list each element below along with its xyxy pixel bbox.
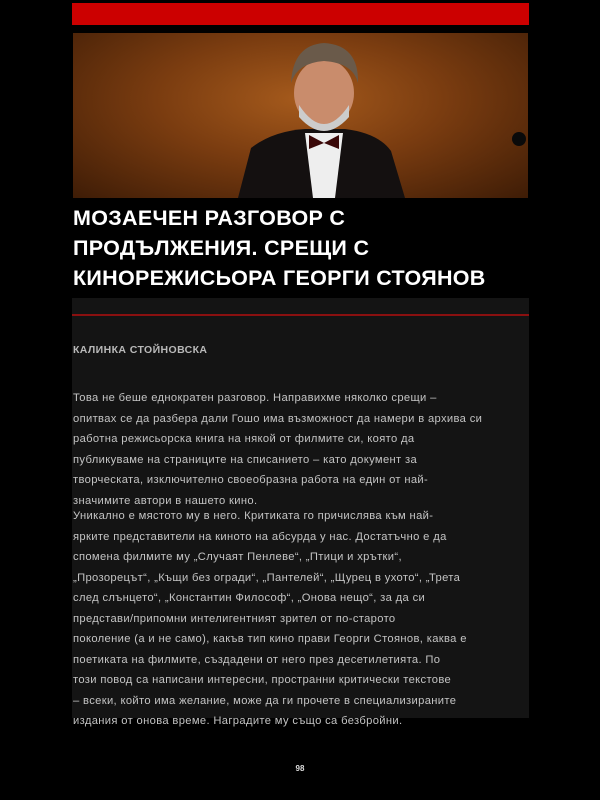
text-line: ярките представители на киното на абсурда у нас. Достатъчно е да	[73, 530, 447, 543]
page-number: 98	[295, 764, 305, 773]
text-line: този повод са написани интересни, пространни критически текстове	[73, 674, 452, 686]
portrait-illustration	[73, 33, 528, 198]
title-line: ПРОДЪЛЖЕНИЯ. СРЕЩИ С	[73, 236, 370, 260]
text-line: поколение (а и не само), какъв тип кино прави Георги Стоянов, каква е	[73, 633, 467, 645]
text-line: опитвах се да разбера дали Гошо има възможност да намери в архива си	[73, 412, 483, 425]
paragraph-2	[73, 506, 533, 732]
text-line: спомена филмите му „Случаят Пенлеве“, „Птици и хрътки“,	[73, 551, 402, 563]
text-line: Уникално е мястото му в него. Критиката го причислява към най-	[73, 510, 434, 522]
text-line: – всеки, който има желание, може да ги прочете в специализираните	[73, 694, 457, 707]
article-photo	[73, 33, 528, 198]
paragraph-1	[73, 388, 533, 511]
text-line: значимите автори в нашето кино.	[73, 494, 258, 507]
text-line: след слънцето“, „Константин Философ“, „Онова нещо“, за да си	[73, 592, 426, 604]
text-line: творческата, изключително своеобразна работа на един от най-	[73, 474, 429, 486]
text-line: поетиката на филмите, създадени от него през десетилетията. По	[73, 653, 441, 666]
article-author: КАЛИНКА СТОЙНОВСКА	[73, 344, 208, 356]
text-line: Това не беше еднократен разговор. Направихме няколко срещи –	[73, 392, 437, 404]
text-line: представи/припомни интелигентният зрител от по-старото	[73, 612, 396, 625]
article-title	[73, 203, 528, 293]
header-red-bar	[72, 3, 529, 25]
title-line: КИНОРЕЖИСЬОРА ГЕОРГИ СТОЯНОВ	[73, 266, 486, 290]
text-line: „Прозорецът“, „Къщи без огради“, „Пантелей“, „Щурец в ухото“, „Трета	[73, 571, 461, 584]
text-line: работна режисьорска книга на някой от филмите си, която да	[73, 433, 415, 445]
divider-rule	[72, 314, 529, 316]
title-line: МОЗАЕЧЕН РАЗГОВОР С	[73, 206, 346, 230]
text-line: издания от онова време. Наградите му също са безбройни.	[73, 715, 403, 727]
text-line: публикуваме на страниците на списанието – като документ за	[73, 453, 418, 466]
